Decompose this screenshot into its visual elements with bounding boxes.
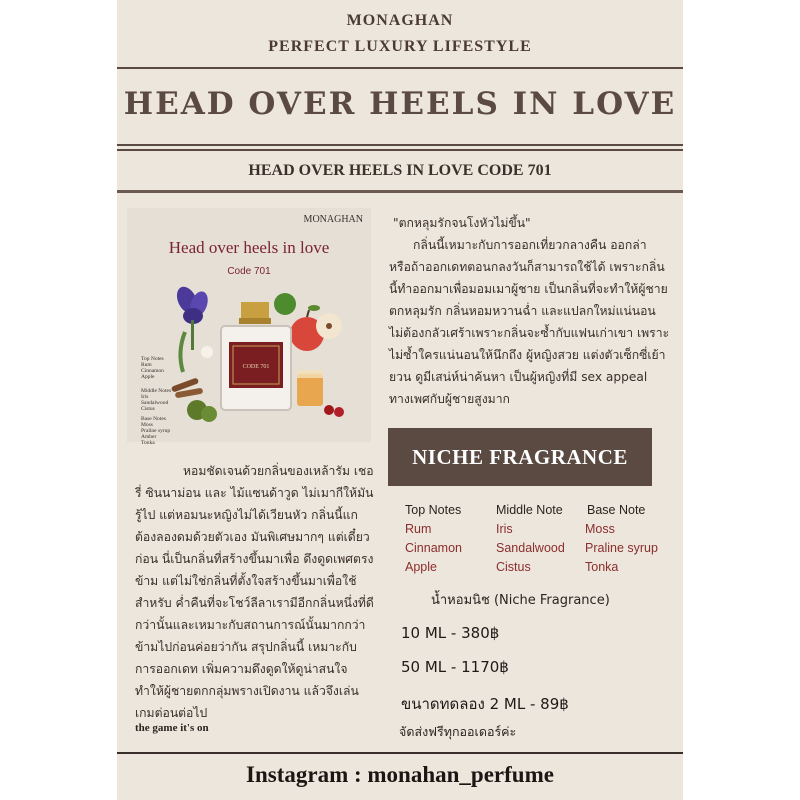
footer-divider bbox=[117, 752, 683, 754]
iris-flower-icon bbox=[173, 284, 211, 372]
subtitle-divider bbox=[117, 190, 683, 193]
perfume-illustration bbox=[157, 282, 367, 432]
bottle-label: CODE 701 bbox=[242, 364, 270, 370]
cherry-icon bbox=[324, 405, 344, 417]
instagram-handle: Instagram : monahan_perfume bbox=[246, 762, 554, 787]
card-code: Code 701 bbox=[227, 266, 271, 277]
base-note-item: Praline syrup bbox=[585, 541, 658, 555]
top-divider bbox=[117, 67, 683, 69]
description-paragraph-right: กลิ่นนี้เหมาะกับการออกเที่ยวกลางคืน ออกล่า หรือถ้าออกเดทตอนกลงวันก็สามารถใช้ได้ เพราะกลิ่นนี้ทำออกมาเพื่อมอมเมาผู้ชาย เป็นกลิ่นที่จะทำให้ผู้ชายตกหลุมรัก กลิ่นหอมหวานฉ่ำ และแปลกใหม่แน่นอน ไม่ต้องกลัวเศร้าเพราะกลิ่นจะซ้ำกับแฟนเก่าเขา เพราะไม่ซ้ำใครแน่นอนให้นึกถึง ผู้หญิงสวย แต่งตัวเซ็กซี่เย้ายวน ดูมีเสน่ห์น่าค้นหา เป็นผู้หญิงที่มี sex appeal ทางเพศกับผู้ชายสูงมาก bbox=[389, 238, 670, 406]
price-10ml: 10 ML - 380฿ bbox=[401, 624, 500, 642]
middle-note-item: Sandalwood bbox=[496, 541, 565, 555]
poster bbox=[117, 0, 683, 800]
moss-icon bbox=[187, 400, 217, 422]
price-50ml: 50 ML - 1170฿ bbox=[401, 658, 509, 676]
title-divider-upper bbox=[117, 144, 683, 146]
cinnamon-icon bbox=[171, 377, 203, 398]
product-subtitle: HEAD OVER HEELS IN LOVE CODE 701 bbox=[248, 162, 552, 179]
card-middle-notes: Middle Notes Iris Sandalwood Cistus bbox=[141, 388, 172, 412]
top-notes-label: Top Notes bbox=[405, 503, 462, 517]
tagline: the game it's on bbox=[135, 722, 209, 734]
perfume-bottle-icon bbox=[221, 302, 291, 410]
card-brand: MONAGHAN bbox=[303, 214, 363, 225]
product-card bbox=[127, 208, 371, 446]
lime-icon bbox=[274, 293, 296, 315]
white-flower-icon bbox=[201, 346, 213, 358]
middle-note-label: Middle Note bbox=[496, 503, 563, 517]
middle-note-item: Iris bbox=[496, 522, 513, 536]
card-base-notes: Base Notes Moss Praline syrup Amber Tonka bbox=[141, 416, 171, 446]
brand-name: MONAGHAN bbox=[346, 12, 454, 29]
top-note-item: Apple bbox=[405, 560, 437, 574]
poster-title: HEAD OVER HEELS IN LOVE bbox=[123, 86, 677, 122]
top-note-item: Rum bbox=[405, 522, 432, 536]
description-paragraph-left: หอมชัดเจนด้วยกลิ่นของเหล้ารัม เชอรี่ ซินนาม่อน และ ไม้แซนด้าวูด ไม่เมากีให้มันรู้ไป แต่หอมนะหญิงไม่ได้เวียนหัว กลิ่นนี้แกต้องลองดมด้วยตัวเอง มันพิเศษมากๆ แต่เดี๋ยวก่อน นี่เป็นกลิ่นที่สร้างขึ้นมาเพื่อ ดึงดูดเพศตรงข้าม แต่ไม่ใช่กลิ่นที่ตั้งใจสร้างขึ้นมาเพื่อใช้สำหรับ ค่ำคืนที่จะโชว์ลีลาเรามีอีกกลิ่นหนึ่งที่ดีกว่านั้นและเหมาะกับสถานการณ์นั้นมากกว่า ข้ามไปก่อนค่อยว่ากัน สรุปกลิ่นนี้ เหมาะกับการออกเดท เพิ่มความดึงดูดให้ดูน่าสนใจ ทำให้ผู้ชายตกกลุ่มพรางเปิดงาน แล้วจึงเล่นเกมต่อนต่อไป bbox=[135, 464, 374, 720]
top-note-item: Cinnamon bbox=[405, 541, 462, 555]
pricing-heading: น้ำหอมนิช (Niche Fragrance) bbox=[431, 593, 610, 608]
niche-fragrance-banner: NICHE FRAGRANCE bbox=[388, 428, 652, 486]
shipping-note: จัดส่งฟรีทุกออเดอร์ค่ะ bbox=[399, 724, 517, 739]
middle-note-item: Cistus bbox=[496, 560, 531, 574]
card-title: Head over heels in love bbox=[168, 238, 330, 257]
base-note-item: Moss bbox=[585, 522, 615, 536]
price-trial: ขนาดทดลอง 2 ML - 89฿ bbox=[401, 695, 569, 713]
description-quote: "ตกหลุมรักจนโงหัวไม่ขึ้น" bbox=[393, 216, 531, 230]
rum-glass-icon bbox=[297, 370, 323, 406]
brand-tagline: PERFECT LUXURY LIFESTYLE bbox=[268, 38, 532, 55]
base-note-item: Tonka bbox=[585, 560, 619, 574]
card-top-notes: Top Notes Rum Cinnamon Apple bbox=[141, 356, 164, 380]
base-note-label: Base Note bbox=[587, 503, 646, 517]
apple-icon bbox=[290, 305, 342, 351]
title-divider-lower bbox=[117, 149, 683, 151]
